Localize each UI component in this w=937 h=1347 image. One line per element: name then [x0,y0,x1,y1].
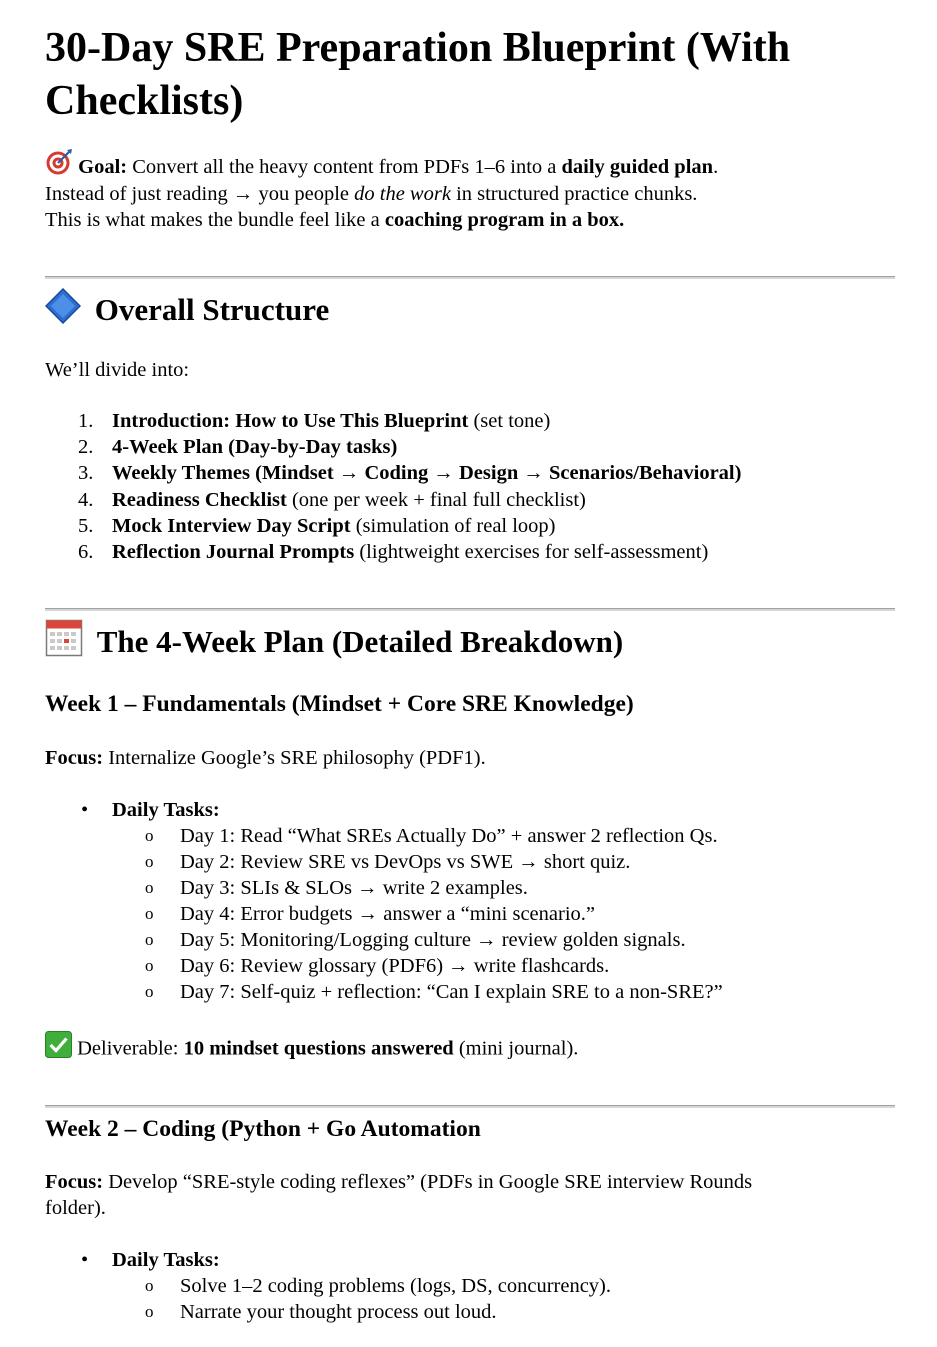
list-item: o Solve 1–2 coding problems (logs, DS, concurrency). [145,1275,611,1297]
week2-focus-line-2: folder). [45,1197,106,1219]
tasks-label: Daily Tasks: [112,799,220,821]
goal-line2-italic: do the work [354,183,451,205]
list-item: o Narrate your thought process out loud. [145,1301,497,1323]
list-item: 6. Reflection Journal Prompts (lightweight exercises for self-assessment) [78,541,709,564]
week1-task-list [45,823,723,1005]
focus-text: Internalize Google’s SRE philosophy (PDF1). [103,747,486,769]
week2-focus-line-1 [45,1169,752,1195]
goal-line2-a: Instead of just reading → you people [45,183,355,205]
week1-focus [45,745,486,771]
list-item: 4. Readiness Checklist (one per week + final full checklist) [78,488,586,511]
list-item: 2. 4-Week Plan (Day-by-Day tasks) [78,436,398,459]
blue-diamond-icon [45,292,81,333]
goal-line-3 [45,207,624,233]
check-mark-icon [45,1035,72,1065]
divider [45,276,895,279]
week2-heading: Week 2 – Coding (Python + Go Automation [45,1116,481,1142]
focus-label: Focus: [45,1171,104,1193]
list-item: o Day 6: Review glossary (PDF6) → write flashcards. [145,955,610,977]
tasks-label: Daily Tasks: [112,1249,220,1271]
list-item: o Day 4: Error budgets → answer a “mini scenario.” [145,903,595,925]
list-item: o Day 1: Read “What SREs Actually Do” + answer 2 reflection Qs. [145,825,718,847]
goal-text-a: Convert all the heavy content from PDFs 1–6 into a [127,156,562,179]
goal-bold-a: daily guided plan [561,156,714,179]
list-item: 1. Introduction: How to Use This Blueprint (set tone) [78,410,551,432]
plan-heading-text: The 4-Week Plan (Detailed Breakdown) [96,624,624,659]
week1-heading: Week 1 – Fundamentals (Mindset + Core SRE Knowledge) [45,691,634,717]
list-item: o Day 7: Self-quiz + reflection: “Can I explain SRE to a non-SRE?” [145,981,723,1003]
structure-list [45,408,741,565]
goal-text-b: . [713,156,719,179]
divider [45,1105,895,1108]
week1-deliverable [45,1035,578,1065]
goal-line2-b: in structured practice chunks. [450,183,698,205]
goal-line-2 [45,181,697,207]
divider [45,608,895,611]
structure-heading [45,291,329,333]
plan-heading [45,623,623,666]
list-item: 3. Weekly Themes (Mindset → Coding → Design → Scenarios/Behavioral) [78,462,742,485]
target-icon [45,154,73,183]
deliverable-bold: 10 mindset questions answered [183,1037,454,1060]
list-item: o Day 2: Review SRE vs DevOps vs SWE → short quiz. [145,851,631,873]
goal-line3-bold: coaching program in a box. [384,209,625,231]
goal-label: Goal: [78,156,128,179]
week2-task-list [45,1273,611,1325]
deliverable-label: Deliverable: [72,1037,184,1060]
structure-intro: We’ll divide into: [45,359,190,381]
list-item: o Day 3: SLIs & SLOs → write 2 examples. [145,877,528,899]
calendar-icon [45,623,83,666]
list-item: o Day 5: Monitoring/Logging culture → review golden signals. [145,929,686,951]
focus-text: Develop “SRE-style coding reflexes” (PDFs in Google SRE interview Rounds [103,1171,753,1193]
focus-label: Focus: [45,747,104,769]
page-title: 30-Day SRE Preparation Blueprint (With Checklists) [45,25,791,124]
structure-heading-text: Overall Structure [94,292,330,327]
deliverable-rest: (mini journal). [453,1037,579,1060]
goal-line-1 [45,154,718,183]
list-item: 5. Mock Interview Day Script (simulation of real loop) [78,514,556,537]
goal-line3-a: This is what makes the bundle feel like a [45,209,385,231]
